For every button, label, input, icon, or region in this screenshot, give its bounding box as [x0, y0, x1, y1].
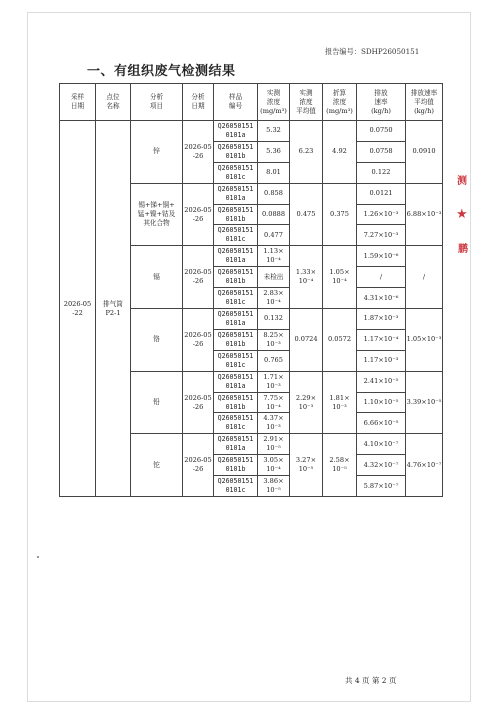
header-converted-conc: 折算 浓度 (mg/m³): [323, 84, 357, 121]
analysis-item-cell: 镉: [131, 246, 183, 309]
emission-rate-avg-cell: 1.05×10⁻³: [406, 309, 443, 372]
header-row: [60, 84, 443, 121]
measured-conc-cell: 0.765: [258, 350, 290, 371]
results-table: [59, 83, 443, 497]
measured-conc-cell: 3.05× 10⁻⁴: [258, 455, 290, 476]
header-analysis-date: 分析 日期: [183, 84, 214, 121]
emission-rate-cell: 1.10×10⁻⁵: [357, 392, 406, 413]
header-measured-conc: 实测 浓度 (mg/m³): [258, 84, 290, 121]
report-number-label: 报告编号：: [325, 47, 361, 56]
sample-no-cell: Q26050151 0101c: [214, 288, 258, 309]
analysis-date-cell: 2026-05 -26: [183, 183, 214, 246]
emission-rate-cell: 4.32×10⁻⁷: [357, 455, 406, 476]
measured-avg-cell: 1.33× 10⁻⁴: [290, 246, 323, 309]
analysis-date-cell: 2026-05 -26: [183, 434, 214, 497]
sample-date-cell: 2026-05 -22: [60, 121, 96, 497]
measured-conc-cell: 8.01: [258, 162, 290, 183]
measured-avg-cell: 6.23: [290, 121, 323, 184]
measured-conc-cell: 7.75× 10⁻⁴: [258, 392, 290, 413]
sample-no-cell: Q26050151 0101a: [214, 246, 258, 267]
sample-no-cell: Q26050151 0101b: [214, 204, 258, 225]
measured-conc-cell: 5.36: [258, 141, 290, 162]
analysis-item-cell: 铅: [131, 371, 183, 434]
table-body: [60, 121, 443, 497]
measured-conc-cell: 2.83× 10⁻⁴: [258, 288, 290, 309]
measured-conc-cell: 2.91× 10⁻⁵: [258, 434, 290, 455]
emission-rate-avg-cell: 4.76×10⁻⁷: [406, 434, 443, 497]
measured-conc-cell: 1.13× 10⁻⁴: [258, 246, 290, 267]
measured-conc-cell: 3.86× 10⁻⁵: [258, 476, 290, 497]
measured-conc-cell: 0.132: [258, 309, 290, 330]
red-seal-stamp: [453, 152, 475, 272]
header-sample-no: 样品 编号: [214, 84, 258, 121]
emission-rate-cell: 0.122: [357, 162, 406, 183]
emission-rate-cell: 0.0758: [357, 141, 406, 162]
measured-avg-cell: 0.0724: [290, 309, 323, 372]
table-row: [60, 121, 443, 142]
emission-rate-avg-cell: /: [406, 246, 443, 309]
converted-conc-cell: 1.05× 10⁻⁴: [323, 246, 357, 309]
measured-avg-cell: 0.475: [290, 183, 323, 246]
converted-conc-cell: 0.375: [323, 183, 357, 246]
emission-rate-avg-cell: 3.39×10⁻⁵: [406, 371, 443, 434]
emission-rate-cell: 1.17×10⁻⁴: [357, 329, 406, 350]
sample-no-cell: Q26050151 0101b: [214, 329, 258, 350]
measured-conc-cell: 0.477: [258, 225, 290, 246]
sample-no-cell: Q26050151 0101c: [214, 225, 258, 246]
emission-rate-avg-cell: 0.0910: [406, 121, 443, 184]
header-measured-avg: 实测 浓度 平均值: [290, 84, 323, 121]
sample-no-cell: Q26050151 0101a: [214, 183, 258, 204]
measured-avg-cell: 3.27× 10⁻⁵: [290, 434, 323, 497]
measured-conc-cell: 4.37× 10⁻³: [258, 413, 290, 434]
measured-conc-cell: 8.25× 10⁻³: [258, 329, 290, 350]
stamp-char: 测: [457, 176, 467, 187]
section-title: 一、有组织废气检测结果: [87, 64, 236, 79]
analysis-date-cell: 2026-05 -26: [183, 309, 214, 372]
sample-no-cell: Q26050151 0101b: [214, 455, 258, 476]
emission-rate-cell: 7.27×10⁻³: [357, 225, 406, 246]
emission-rate-avg-cell: 6.88×10⁻³: [406, 183, 443, 246]
converted-conc-cell: 1.81× 10⁻³: [323, 371, 357, 434]
page-footer: 共 4 页 第 2 页: [345, 676, 397, 685]
sample-no-cell: Q26050151 0101b: [214, 392, 258, 413]
emission-rate-cell: 5.87×10⁻⁷: [357, 476, 406, 497]
emission-rate-cell: 0.0121: [357, 183, 406, 204]
converted-conc-cell: 4.92: [323, 121, 357, 184]
measured-conc-cell: 5.32: [258, 121, 290, 142]
report-number: [325, 47, 419, 57]
analysis-date-cell: 2026-05 -26: [183, 121, 214, 184]
emission-rate-cell: 0.0750: [357, 121, 406, 142]
measured-conc-cell: 未检出: [258, 267, 290, 288]
header-item: 分析 项目: [131, 84, 183, 121]
emission-rate-cell: 1.87×10⁻³: [357, 309, 406, 330]
emission-rate-cell: 1.26×10⁻³: [357, 204, 406, 225]
sample-no-cell: Q26050151 0101a: [214, 309, 258, 330]
sample-no-cell: Q26050151 0101c: [214, 476, 258, 497]
analysis-item-cell: 铬: [131, 309, 183, 372]
sample-no-cell: Q26050151 0101b: [214, 141, 258, 162]
analysis-date-cell: 2026-05 -26: [183, 371, 214, 434]
sample-no-cell: Q26050151 0101a: [214, 121, 258, 142]
report-number-value: SDHP26050151: [360, 47, 420, 56]
stamp-star-icon: ★: [456, 207, 468, 222]
emission-rate-cell: 4.10×10⁻⁷: [357, 434, 406, 455]
sample-no-cell: Q26050151 0101c: [214, 413, 258, 434]
sample-no-cell: Q26050151 0101c: [214, 350, 258, 371]
analysis-date-cell: 2026-05 -26: [183, 246, 214, 309]
emission-rate-cell: 2.41×10⁻⁵: [357, 371, 406, 392]
emission-rate-cell: /: [357, 267, 406, 288]
measured-conc-cell: 0.0888: [258, 204, 290, 225]
emission-rate-cell: 1.17×10⁻³: [357, 350, 406, 371]
header-emission-rate: 排放 速率 (kg/h): [357, 84, 406, 121]
header-emission-rate-avg: 排放速率 平均值 (kg/h): [406, 84, 443, 121]
measured-conc-cell: 0.858: [258, 183, 290, 204]
header-point: 点位 名称: [96, 84, 131, 121]
converted-conc-cell: 2.58× 10⁻⁵: [323, 434, 357, 497]
analysis-item-cell: 铊: [131, 434, 183, 497]
sample-no-cell: Q26050151 0101c: [214, 162, 258, 183]
emission-rate-cell: 4.31×10⁻⁶: [357, 288, 406, 309]
sample-no-cell: Q26050151 0101a: [214, 434, 258, 455]
header-sample-date: 采样 日期: [60, 84, 96, 121]
analysis-item-cell: 锌: [131, 121, 183, 184]
measured-conc-cell: 1.71× 10⁻³: [258, 371, 290, 392]
sample-no-cell: Q26050151 0101b: [214, 267, 258, 288]
stamp-char: 鹏: [458, 244, 468, 255]
emission-rate-cell: 6.66×10⁻⁵: [357, 413, 406, 434]
sample-no-cell: Q26050151 0101a: [214, 371, 258, 392]
converted-conc-cell: 0.0572: [323, 309, 357, 372]
analysis-item-cell: 锡+锑+铜+ 锰+镍+钴及 其化合物: [131, 183, 183, 246]
measured-avg-cell: 2.29× 10⁻³: [290, 371, 323, 434]
point-name-cell: 排气筒 P2-1: [96, 121, 131, 497]
scan-dot: [37, 556, 39, 558]
emission-rate-cell: 1.59×10⁻⁶: [357, 246, 406, 267]
